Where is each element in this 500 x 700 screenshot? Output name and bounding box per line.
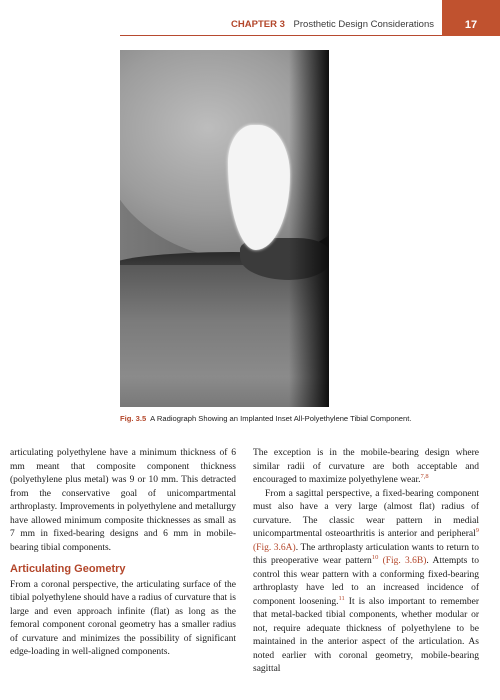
reference-11[interactable]: 11 (338, 594, 345, 602)
left-paragraph-1: articulating polyethylene have a minimum thickness of 6 mm meant that composite component thickness (polyethylene plus metal) was 9 or 10 mm. This detracted from the conservative goal of unicompartmental arthroplasty. Improvements in polyethylene and metallurgy have allowed minimum composite thicknesses as small as 7 mm in fixed-bearing designs and 6 mm in mobile-bearing tibial components. (10, 448, 236, 553)
right-paragraph-1-text: The exception is in the mobile-bearing design where similar radii of curvature are both acceptable and encouraged to maximize polyethylene wear. (253, 448, 479, 485)
right-paragraph-2-text-b: . The arthroplasty articulation wants to return to this preoperative wear pattern (253, 542, 479, 566)
chapter-title: Prosthetic Design Considerations (293, 19, 434, 30)
reference-10[interactable]: 10 (371, 553, 379, 561)
page-number: 17 (464, 19, 478, 31)
right-column (253, 447, 479, 677)
left-column (10, 447, 236, 660)
chapter-label: CHAPTER 3 (231, 19, 285, 30)
page-number-tab (442, 0, 500, 36)
right-paragraph-2 (253, 488, 479, 677)
image-shadow (289, 50, 329, 407)
left-paragraph-2: From a coronal perspective, the articulating surface of the tibial polyethylene should have a radius of curvature that is large and even approach infinite (flat) as long as the femoral component coronal geometry has a smaller radius of curvature and minimizes the possibility of significant edge-loading in well-aligned components. (10, 579, 236, 657)
figure-caption-text: A Radiograph Showing an Implanted Inset All-Polyethylene Tibial Component. (150, 414, 412, 423)
radiograph-image (120, 50, 329, 407)
figure-link-3-6b[interactable]: (Fig. 3.6B) (382, 556, 427, 566)
reference-9[interactable]: 9 (475, 526, 479, 534)
figure-link-3-6a[interactable]: (Fig. 3.6A) (253, 542, 296, 553)
right-paragraph-2-text-a: From a sagittal perspective, a fixed-bearing component must also have a very large (almost flat) radius of curvature. The classic wear pattern in medial unicompartmental osteoarthritis is anterior and peripheral (253, 488, 479, 539)
figure-caption (120, 414, 460, 423)
figure-label: Fig. 3.5 (120, 414, 147, 423)
reference-7-8[interactable]: 7,8 (420, 472, 429, 480)
right-paragraph-1 (253, 447, 479, 488)
right-paragraph-2-text-d: It is also important to remember that metal-backed tibial components, whether modular or not, require adequate thickness of polyethylene to be maintained in the anterior aspect of the articulation. As noted earlier with coronal geometry, mobile-bearing sagittal (253, 596, 480, 674)
header-rule (120, 35, 442, 36)
running-header (231, 19, 434, 30)
section-heading: Articulating Geometry (10, 563, 126, 575)
right-paragraph-2-text-c: . Attempts to control this wear pattern with a conforming fixed-bearing arthroplasty have led to an increased incidence of component loosening. (253, 556, 480, 607)
